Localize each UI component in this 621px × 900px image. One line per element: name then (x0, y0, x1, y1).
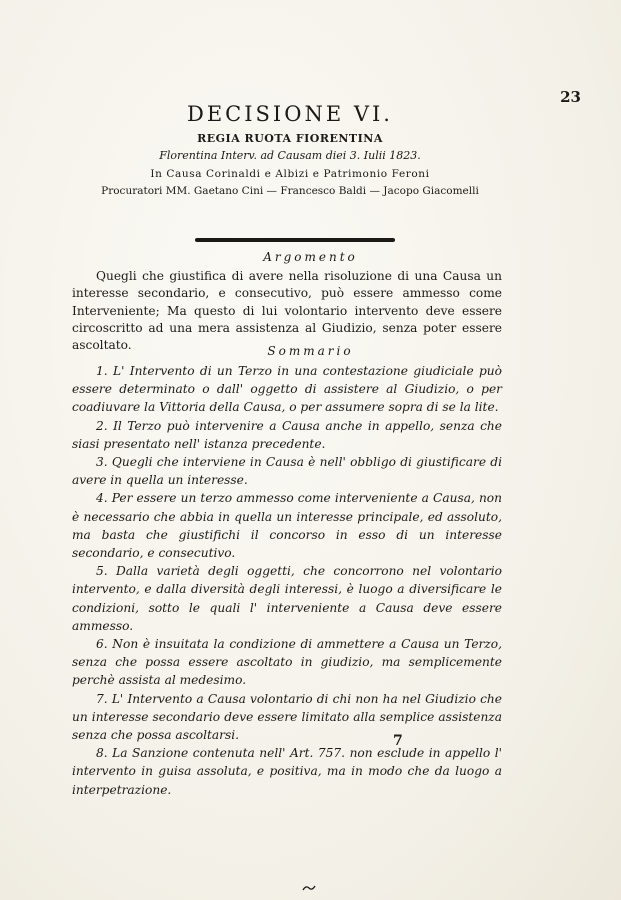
page-number: 23 (560, 88, 581, 106)
summary-item: 6. Non è insuitata la condizione di ammettere a Causa un Terzo, senza che possa essere ascoltato in giudizio, ma semplicemente perchè assista al medesimo. (72, 637, 502, 688)
signature-mark: 7 (393, 733, 403, 749)
summary-item: 4. Per essere un terzo ammesso come interveniente a Causa, non è necessario che abbia in quella un interesse principale, ed assoluto, ma basta che giustifichi il concorso in esso di un interesse secondario, e consecutivo. (72, 491, 502, 561)
summary-item: 7. L' Intervento a Causa volontario di chi non ha nel Giudizio che un interesse secondario deve essere limitato alla semplice assistenza senza che possa ascoltarsi. (72, 691, 502, 743)
decision-title: DECISIONE VI. (187, 102, 393, 126)
case-parties: In Causa Corinaldi e Albizi e Patrimonio Feroni (150, 168, 430, 180)
case-procurators: Procuratori MM. Gaetano Cini — Francesco Baldi — Jacopo Giacomelli (101, 185, 479, 197)
summary-item: 3. Quegli che interviene in Causa è nell' obbligo di giustificare di avere in quella un interesse. (72, 455, 502, 488)
summary-list (72, 362, 502, 799)
case-date-line: Florentina Interv. ad Causam diei 3. Iulii 1823. (159, 149, 421, 162)
summary-item: 1. L' Intervento di un Terzo in una contestazione giudiciale può essere determinato o dall' oggetto di assistere al Giudizio, o per coadiuvare la Vittoria della Causa, o per assumere sopra di se la lite. (72, 364, 502, 415)
court-name: REGIA RUOTA FIORENTINA (197, 132, 383, 145)
summary-item: 2. Il Terzo può intervenire a Causa anche in appello, senza che siasi presentato nell' istanza precedente. (72, 418, 502, 451)
ornament-icon (302, 884, 316, 892)
argument-text: Quegli che giustifica di avere nella risoluzione di una Causa un interesse secondario, e consecutivo, può essere ammesso come Interveniente; Ma questo di lui volontario intervento deve essere circoscritto ad una mera assistenza al Giudizio, senza poter essere ascoltato. (72, 269, 502, 353)
decision-header (70, 102, 510, 197)
section-divider (195, 238, 395, 242)
summary-item: 8. La Sanzione contenuta nell' Art. 757. non esclude in appello l' intervento in guisa assoluta, e positiva, ma in modo che da luogo a interpetrazione. (72, 746, 502, 797)
summary-item: 5. Dalla varietà degli oggetti, che concorrono nel volontario intervento, e dalla diversità degli interessi, è luogo a diversificare le condizioni, sotto le quali l' interveniente a Causa deve essere ammesso. (72, 564, 502, 633)
argument-heading: Argomento (263, 250, 358, 264)
summary-heading: Sommario (267, 344, 354, 358)
